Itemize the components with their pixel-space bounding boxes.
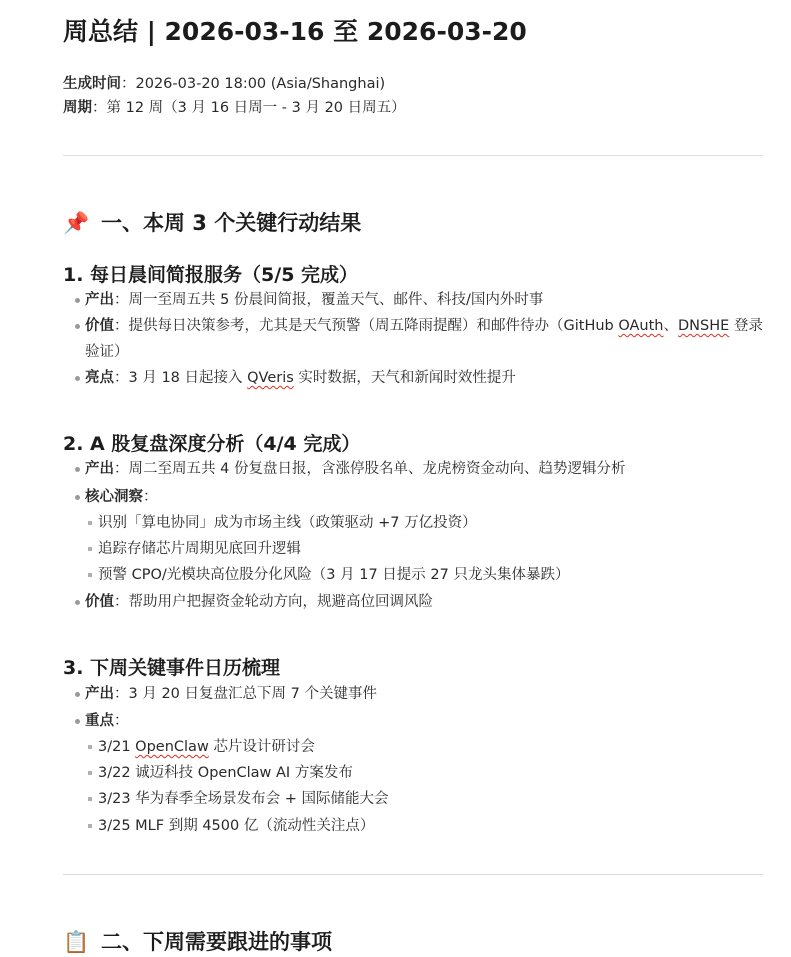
sub-list-item-text: 识别「算电协同」成为市场主线（政策驱动 +7 万亿投资）	[98, 515, 477, 531]
divider	[63, 155, 763, 156]
sub-list-item-text: 3/21	[98, 739, 136, 755]
list-item-text: ：	[143, 489, 158, 505]
list-item-value	[85, 313, 765, 365]
bullet-icon	[88, 547, 92, 551]
section-heading-follow-up	[63, 927, 332, 957]
bullet-icon	[75, 467, 80, 472]
clipboard-icon: 📋	[63, 930, 90, 954]
spellcheck-word: OAuth	[618, 318, 664, 334]
week-period-line	[63, 97, 406, 119]
list-item-text: 、	[663, 318, 679, 334]
sub-list-item-text: 芯片设计研讨会	[208, 739, 315, 755]
sub-list-item	[98, 813, 374, 839]
list-item-text: 实时数据，天气和新闻时效性提升	[293, 370, 516, 386]
list-item-text: ：3 月 18 日起接入	[114, 370, 248, 386]
bullet-icon	[75, 495, 80, 500]
list-item-label: 亮点	[85, 370, 114, 386]
list-item-text: 登录验证）	[85, 318, 763, 360]
list-item-text: ：	[114, 713, 129, 729]
list-item-value	[85, 589, 433, 615]
list-item-label: 价值	[85, 594, 114, 610]
sub-list-item	[98, 536, 301, 562]
sub-list-item	[98, 510, 477, 536]
divider	[63, 874, 763, 875]
item-heading-morning-brief: 1. 每日晨间简报服务（5/5 完成）	[63, 264, 359, 286]
list-item-output	[85, 287, 543, 313]
bullet-icon	[75, 376, 80, 381]
list-item-label: 产出	[85, 292, 114, 308]
generated-time-line	[63, 73, 385, 95]
bullet-icon	[88, 521, 92, 525]
list-item-text: ：周二至周五共 4 份复盘日报，含涨停股名单、龙虎榜资金动向、趋势逻辑分析	[114, 461, 626, 477]
list-item-label: 产出	[85, 686, 114, 702]
item-heading-a-share-review: 2. A 股复盘深度分析（4/4 完成）	[63, 433, 361, 455]
item-heading-event-calendar: 3. 下周关键事件日历梳理	[63, 657, 281, 679]
list-item-highlight	[85, 365, 516, 391]
list-item-output	[85, 681, 377, 707]
sub-list-item-text: 预警 CPO/光模块高位股分化风险（3 月 17 日提示 27 只龙头集体暴跌）	[98, 567, 570, 583]
week-period-label: 周期	[63, 100, 92, 116]
list-item-label: 产出	[85, 461, 114, 477]
section-heading-text: 一、本周 3 个关键行动结果	[101, 211, 362, 235]
spellcheck-word: QVeris	[247, 370, 294, 386]
page-title: 周总结 | 2026-03-16 至 2026-03-20	[63, 17, 527, 46]
sub-list-item	[98, 562, 569, 588]
list-item-output	[85, 456, 625, 482]
sub-list-item-text: 3/25 MLF 到期 4500 亿（流动性关注点）	[98, 818, 375, 834]
pushpin-icon: 📌	[63, 211, 90, 235]
list-item-label: 重点	[85, 713, 114, 729]
bullet-icon	[75, 719, 80, 724]
list-item-label: 核心洞察	[85, 489, 143, 505]
bullet-icon	[88, 771, 92, 775]
section-heading-key-actions	[63, 208, 361, 238]
sub-list-item-text: 追踪存储芯片周期见底回升逻辑	[98, 541, 301, 557]
generated-time-label: 生成时间	[63, 76, 121, 92]
sub-list-item-text: 3/23 华为春季全场景发布会 + 国际储能大会	[98, 791, 389, 807]
bullet-icon	[88, 573, 92, 577]
sub-list-item	[98, 786, 389, 812]
bullet-icon	[88, 745, 92, 749]
bullet-icon	[88, 824, 92, 828]
generated-time-value: ：2026-03-20 18:00 (Asia/Shanghai)	[121, 76, 386, 92]
list-item-focus	[85, 708, 129, 734]
sub-list-item-text: 3/22 诚迈科技 OpenClaw AI 方案发布	[98, 765, 353, 781]
week-period-value: ：第 12 周（3 月 16 日周一 - 3 月 20 日周五）	[92, 100, 406, 116]
bullet-icon	[75, 600, 80, 605]
list-item-text: ：周一至周五共 5 份晨间简报，覆盖天气、邮件、科技/国内外时事	[114, 292, 544, 308]
bullet-icon	[88, 797, 92, 801]
spellcheck-word: DNSHE	[678, 318, 730, 334]
sub-list-item	[98, 734, 315, 760]
bullet-icon	[75, 692, 80, 697]
bullet-icon	[75, 298, 80, 303]
section-heading-text: 二、下周需要跟进的事项	[101, 930, 332, 954]
list-item-insights	[85, 484, 158, 510]
list-item-text: ：提供每日决策参考，尤其是天气预警（周五降雨提醒）和邮件待办（GitHub	[114, 318, 619, 334]
spellcheck-word: OpenClaw	[135, 739, 209, 755]
list-item-label: 价值	[85, 318, 114, 334]
bullet-icon	[75, 324, 80, 329]
sub-list-item	[98, 760, 353, 786]
list-item-text: ：帮助用户把握资金轮动方向，规避高位回调风险	[114, 594, 433, 610]
list-item-text: ：3 月 20 日复盘汇总下周 7 个关键事件	[114, 686, 377, 702]
